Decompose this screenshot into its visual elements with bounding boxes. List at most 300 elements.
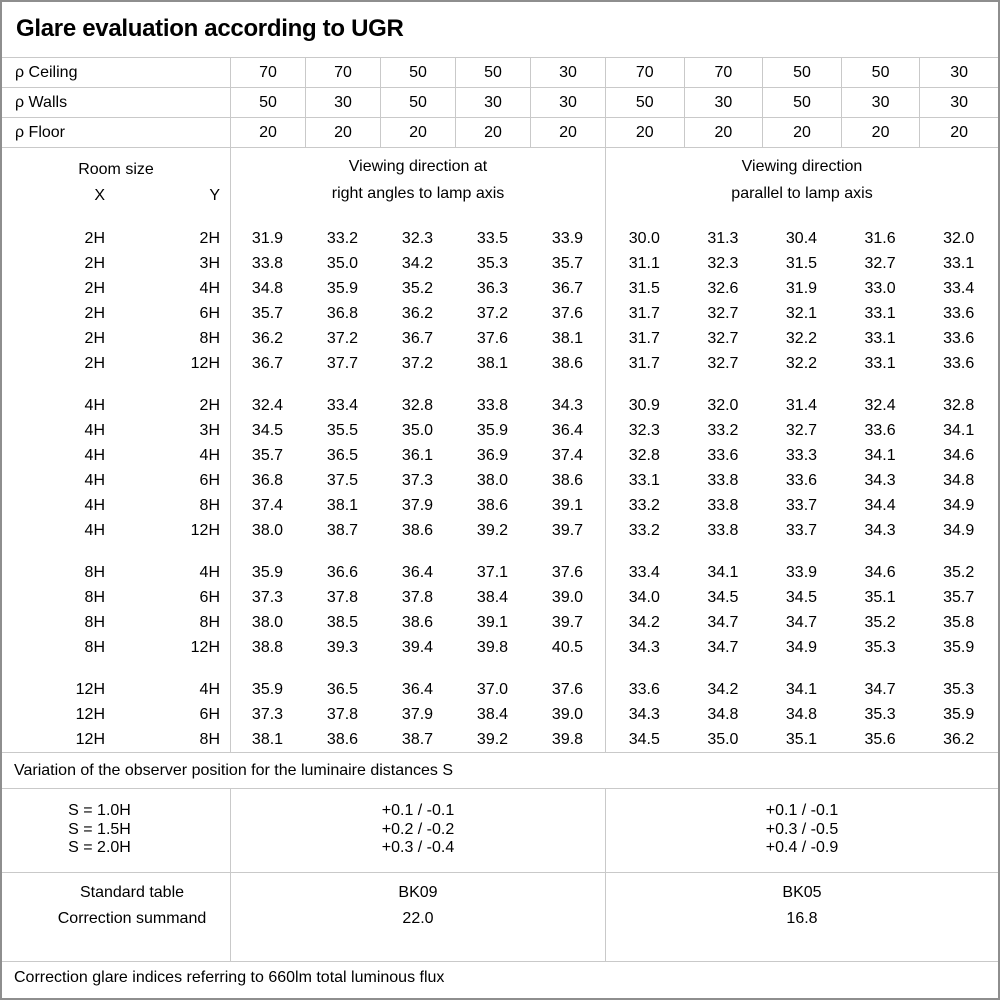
ugr-value-cell: 34.1: [943, 422, 975, 439]
reflectance-cell: 30: [530, 58, 605, 87]
ugr-value-cell: 37.6: [551, 564, 584, 581]
ugr-value-cell: 34.8: [707, 706, 739, 723]
ugr-value-cell: 39.7: [551, 522, 584, 539]
room-x-cell: 12H: [75, 731, 105, 748]
ugr-value-cell: 33.4: [326, 397, 359, 414]
ugr-value-cell: 37.4: [251, 497, 284, 514]
ugr-table-row: [2, 326, 998, 351]
ugr-value-cell: 38.0: [251, 614, 284, 631]
room-y-cell: 8H: [199, 614, 220, 631]
ugr-value-cell: 39.8: [551, 731, 584, 748]
ugr-value-cell: 36.3: [476, 280, 509, 297]
ugr-value-cell: 35.8: [943, 614, 975, 631]
s-values-parallel: [605, 789, 998, 872]
ugr-value-cell: 34.3: [628, 639, 660, 656]
ugr-value-cell: 34.2: [628, 614, 660, 631]
ugr-table-row: [2, 727, 998, 752]
ugr-table-row: [2, 226, 998, 251]
ugr-value-cell: 33.6: [628, 681, 660, 698]
ugr-value-cell: 34.7: [864, 681, 896, 698]
ugr-table-row: [2, 585, 998, 610]
ugr-value-cell: 31.7: [628, 355, 660, 372]
ugr-value-cell: 31.7: [628, 305, 660, 322]
s-distance-labels: [2, 789, 230, 872]
room-y-cell: 6H: [199, 706, 220, 723]
ugr-value-cell: 33.6: [785, 472, 818, 489]
ugr-value-cell: 37.2: [401, 355, 434, 372]
ugr-value-cell: 32.7: [707, 330, 739, 347]
ugr-value-cell: 33.8: [251, 255, 284, 272]
s-value: +0.4 / -0.9: [765, 839, 839, 856]
ugr-value-cell: 33.7: [785, 497, 818, 514]
ugr-value-cell: 32.8: [628, 447, 660, 464]
ugr-value-cell: 32.3: [628, 422, 660, 439]
ugr-value-cell: 33.6: [943, 355, 975, 372]
room-x-cell: 4H: [84, 397, 105, 414]
ugr-value-cell: 31.5: [785, 255, 818, 272]
ugr-table-row: [2, 251, 998, 276]
ugr-value-cell: 32.3: [401, 230, 434, 247]
s-value: +0.1 / -0.1: [381, 802, 455, 819]
ugr-value-cell: 39.7: [551, 614, 584, 631]
ugr-value-cell: 37.9: [401, 497, 434, 514]
ugr-value-cell: 36.8: [326, 305, 359, 322]
room-x-cell: 8H: [84, 639, 105, 656]
reflectance-cell: 50: [841, 58, 920, 87]
ugr-value-cell: 30.4: [785, 230, 818, 247]
observer-variation-section: [2, 789, 998, 873]
room-y-cell: 12H: [190, 639, 220, 656]
room-y-cell: 12H: [190, 522, 220, 539]
room-x-cell: 12H: [75, 706, 105, 723]
room-y-cell: 8H: [199, 497, 220, 514]
ugr-value-cell: 34.5: [251, 422, 284, 439]
room-x-cell: 2H: [84, 255, 105, 272]
ugr-value-cell: 37.1: [476, 564, 509, 581]
ugr-value-cell: 38.4: [476, 706, 509, 723]
ugr-value-cell: 33.1: [628, 472, 660, 489]
reflectance-cell: 50: [380, 88, 455, 117]
room-x-cell: 8H: [84, 589, 105, 606]
room-y-cell: 2H: [199, 397, 220, 414]
ugr-value-cell: 35.9: [251, 681, 284, 698]
reflectance-row: [2, 88, 998, 118]
ugr-value-cell: 38.1: [326, 497, 359, 514]
ugr-value-cell: 33.8: [707, 497, 739, 514]
ugr-value-cell: 33.1: [943, 255, 975, 272]
ugr-value-cell: 32.1: [785, 305, 818, 322]
ugr-value-cell: 38.0: [476, 472, 509, 489]
reflectance-cell: 20: [380, 118, 455, 147]
ugr-value-cell: 37.8: [401, 589, 434, 606]
ugr-value-cell: 33.4: [628, 564, 660, 581]
room-x-cell: 4H: [84, 522, 105, 539]
ugr-value-cell: 35.1: [785, 731, 818, 748]
reflectance-label: ρ Ceiling: [15, 64, 78, 81]
ugr-value-cell: 37.8: [326, 589, 359, 606]
group-header-line: parallel to lamp axis: [731, 185, 873, 202]
group-divider: [605, 223, 606, 752]
reflectance-cell: 20: [230, 118, 305, 147]
room-y-cell: 2H: [199, 230, 220, 247]
ugr-value-cell: 34.4: [864, 497, 896, 514]
ugr-value-cell: 36.5: [326, 447, 359, 464]
room-x-cell: 8H: [84, 564, 105, 581]
correction-summand-label: Correction summand: [57, 910, 207, 927]
ugr-value-cell: 36.1: [401, 447, 434, 464]
ugr-value-cell: 34.9: [785, 639, 818, 656]
ugr-value-cell: 38.4: [476, 589, 509, 606]
room-size-header: [2, 148, 230, 223]
ugr-value-cell: 36.7: [251, 355, 284, 372]
ugr-value-cell: 34.6: [943, 447, 975, 464]
room-y-cell: 4H: [199, 447, 220, 464]
ugr-value-cell: 30.0: [628, 230, 660, 247]
ugr-value-cell: 38.1: [251, 731, 284, 748]
ugr-value-cell: 36.4: [551, 422, 584, 439]
ugr-value-cell: 36.2: [943, 731, 975, 748]
ugr-value-cell: 35.5: [326, 422, 359, 439]
reflectance-cell: 50: [380, 58, 455, 87]
reflectance-cell: 30: [919, 58, 998, 87]
ugr-value-cell: 34.0: [628, 589, 660, 606]
ugr-value-cell: 34.2: [707, 681, 739, 698]
reflectance-row: [2, 58, 998, 88]
y-column-label: Y: [209, 187, 220, 204]
s-label: S = 1.5H: [68, 820, 131, 838]
ugr-value-cell: 36.4: [401, 681, 434, 698]
ugr-value-cell: 34.7: [707, 639, 739, 656]
reflectance-cell: 50: [762, 58, 841, 87]
ugr-value-cell: 32.7: [707, 355, 739, 372]
ugr-value-cell: 34.7: [707, 614, 739, 631]
ugr-value-cell: 31.4: [785, 397, 818, 414]
ugr-value-cell: 36.4: [401, 564, 434, 581]
ugr-value-cell: 35.7: [251, 305, 284, 322]
ugr-value-cell: 34.5: [707, 589, 739, 606]
ugr-table-row: [2, 418, 998, 443]
ugr-value-cell: 36.2: [401, 305, 434, 322]
ugr-value-cell: 32.7: [864, 255, 896, 272]
room-y-cell: 8H: [199, 330, 220, 347]
ugr-value-cell: 35.6: [864, 731, 896, 748]
ugr-value-cell: 32.8: [401, 397, 434, 414]
ugr-value-cell: 33.2: [326, 230, 359, 247]
reflectance-cell: 50: [605, 88, 684, 117]
ugr-table-row: [2, 443, 998, 468]
ugr-value-cell: 32.4: [864, 397, 896, 414]
ugr-value-cell: 37.2: [326, 330, 359, 347]
ugr-value-cell: 35.2: [864, 614, 896, 631]
ugr-value-cell: 34.1: [707, 564, 739, 581]
ugr-value-cell: 37.0: [476, 681, 509, 698]
ugr-value-cell: 37.8: [326, 706, 359, 723]
ugr-value-cell: 37.2: [476, 305, 509, 322]
room-size-label: Room size: [78, 161, 154, 178]
ugr-value-cell: 37.6: [476, 330, 509, 347]
ugr-value-cell: 33.1: [864, 355, 896, 372]
ugr-value-cell: 34.3: [551, 397, 584, 414]
ugr-table-row: [2, 493, 998, 518]
ugr-value-cell: 33.1: [864, 305, 896, 322]
ugr-value-cell: 33.9: [551, 230, 584, 247]
room-x-cell: 8H: [84, 614, 105, 631]
variation-note: Variation of the observer position for the luminaire distances S: [2, 753, 998, 789]
ugr-value-cell: 35.9: [943, 639, 975, 656]
ugr-value-cell: 32.0: [707, 397, 739, 414]
reflectance-cell: 70: [305, 58, 380, 87]
ugr-value-cell: 37.3: [251, 706, 284, 723]
s-label: S = 1.0H: [68, 802, 131, 819]
ugr-value-cell: 34.8: [785, 706, 818, 723]
ugr-value-cell: 30.9: [628, 397, 660, 414]
group-header-line: right angles to lamp axis: [331, 185, 505, 202]
ugr-value-cell: 34.1: [864, 447, 896, 464]
ugr-value-cell: 38.5: [326, 614, 359, 631]
ugr-value-cell: 39.4: [401, 639, 434, 656]
s-value: +0.3 / -0.4: [381, 839, 455, 856]
s-label: S = 2.0H: [68, 839, 131, 856]
room-y-cell: 6H: [199, 472, 220, 489]
ugr-value-cell: 34.7: [785, 614, 818, 631]
ugr-value-cell: 32.7: [707, 305, 739, 322]
ugr-value-cell: 36.8: [251, 472, 284, 489]
ugr-value-cell: 33.1: [864, 330, 896, 347]
room-y-cell: 3H: [199, 255, 220, 272]
label-data-divider: [230, 223, 231, 752]
ugr-value-cell: 35.7: [943, 589, 975, 606]
reflectance-cell: 20: [762, 118, 841, 147]
ugr-value-cell: 34.3: [864, 522, 896, 539]
standard-table-value: BK05: [782, 884, 822, 901]
ugr-value-cell: 38.6: [401, 614, 434, 631]
reflectance-cell: 20: [305, 118, 380, 147]
ugr-value-cell: 33.8: [707, 522, 739, 539]
reflectance-cell: 70: [230, 58, 305, 87]
room-size-block: [2, 226, 998, 376]
ugr-value-cell: 38.6: [476, 497, 509, 514]
ugr-value-cell: 32.2: [785, 355, 818, 372]
ugr-value-cell: 34.8: [251, 280, 284, 297]
ugr-value-cell: 33.0: [864, 280, 896, 297]
ugr-value-cell: 31.1: [628, 255, 660, 272]
ugr-value-cell: 34.3: [628, 706, 660, 723]
ugr-value-cell: 32.0: [943, 230, 975, 247]
ugr-table-row: [2, 518, 998, 543]
room-x-cell: 2H: [84, 355, 105, 372]
ugr-value-cell: 37.3: [251, 589, 284, 606]
room-x-cell: 4H: [84, 497, 105, 514]
reflectance-cell: 30: [684, 88, 763, 117]
reflectance-cell: 50: [455, 58, 530, 87]
ugr-table-row: [2, 635, 998, 660]
ugr-value-cell: 38.7: [326, 522, 359, 539]
ugr-value-cell: 31.7: [628, 330, 660, 347]
s-values-right-angles: [230, 789, 605, 872]
s-value: +0.3 / -0.5: [765, 820, 839, 838]
reflectance-cell: 50: [230, 88, 305, 117]
ugr-value-cell: 39.1: [476, 614, 509, 631]
ugr-table-row: [2, 301, 998, 326]
ugr-value-cell: 33.8: [476, 397, 509, 414]
ugr-value-cell: 31.5: [628, 280, 660, 297]
group-header-parallel: [605, 148, 998, 223]
ugr-value-cell: 35.0: [326, 255, 359, 272]
reflectance-cell: 30: [841, 88, 920, 117]
ugr-value-cell: 34.8: [943, 472, 975, 489]
room-x-cell: 2H: [84, 280, 105, 297]
ugr-value-cell: 38.1: [476, 355, 509, 372]
reflectance-label: ρ Floor: [15, 124, 65, 141]
ugr-value-cell: 35.3: [864, 706, 896, 723]
ugr-table-row: [2, 351, 998, 376]
ugr-value-cell: 34.5: [785, 589, 818, 606]
reflectance-cell: 30: [305, 88, 380, 117]
ugr-value-cell: 39.1: [551, 497, 584, 514]
room-x-cell: 4H: [84, 422, 105, 439]
room-x-cell: 4H: [84, 472, 105, 489]
reflectance-cell: 30: [455, 88, 530, 117]
ugr-value-cell: 31.9: [785, 280, 818, 297]
room-y-cell: 4H: [199, 280, 220, 297]
ugr-value-cell: 36.7: [401, 330, 434, 347]
group-header-line: Viewing direction at: [348, 158, 488, 175]
room-size-block: [2, 677, 998, 752]
reflectance-rows: [2, 58, 998, 148]
ugr-value-cell: 38.1: [551, 330, 584, 347]
reflectance-cell: 20: [919, 118, 998, 147]
ugr-value-cell: 32.2: [785, 330, 818, 347]
ugr-value-cell: 39.2: [476, 522, 509, 539]
ugr-value-cell: 38.6: [551, 355, 584, 372]
ugr-value-cell: 35.3: [476, 255, 509, 272]
ugr-value-cell: 38.7: [401, 731, 434, 748]
reflectance-cell: 70: [605, 58, 684, 87]
ugr-value-cell: 34.3: [864, 472, 896, 489]
ugr-value-cell: 35.3: [864, 639, 896, 656]
ugr-value-cell: 33.6: [864, 422, 896, 439]
ugr-value-cell: 31.9: [251, 230, 284, 247]
ugr-value-cell: 34.5: [628, 731, 660, 748]
ugr-value-cell: 40.5: [551, 639, 584, 656]
reflectance-cell: 30: [919, 88, 998, 117]
ugr-value-cell: 37.6: [551, 681, 584, 698]
ugr-value-cell: 32.6: [707, 280, 739, 297]
xy-labels: [2, 183, 230, 209]
ugr-value-cell: 35.7: [551, 255, 584, 272]
ugr-value-cell: 35.9: [251, 564, 284, 581]
ugr-value-cell: 33.5: [476, 230, 509, 247]
ugr-value-cell: 38.6: [551, 472, 584, 489]
ugr-value-cell: 35.2: [401, 280, 434, 297]
ugr-value-cell: 37.9: [401, 706, 434, 723]
ugr-value-cell: 35.7: [251, 447, 284, 464]
reflectance-cell: 20: [605, 118, 684, 147]
ugr-value-cell: 39.8: [476, 639, 509, 656]
ugr-table-row: [2, 677, 998, 702]
ugr-value-cell: 33.2: [628, 522, 660, 539]
ugr-value-cell: 33.7: [785, 522, 818, 539]
ugr-table-row: [2, 610, 998, 635]
ugr-value-cell: 34.9: [943, 497, 975, 514]
room-x-cell: 2H: [84, 230, 105, 247]
ugr-value-cell: 32.8: [943, 397, 975, 414]
ugr-value-cell: 34.1: [785, 681, 818, 698]
standard-section-labels: [2, 873, 230, 961]
ugr-value-cell: 38.6: [401, 522, 434, 539]
ugr-value-cell: 39.0: [551, 706, 584, 723]
ugr-value-cell: 31.3: [707, 230, 739, 247]
room-y-cell: 3H: [199, 422, 220, 439]
page-title: Glare evaluation according to UGR: [2, 2, 998, 58]
ugr-value-cell: 35.0: [401, 422, 434, 439]
room-size-block: [2, 393, 998, 543]
ugr-value-cell: 37.3: [401, 472, 434, 489]
ugr-value-cell: 36.5: [326, 681, 359, 698]
ugr-value-cell: 35.1: [864, 589, 896, 606]
ugr-table-row: [2, 276, 998, 301]
standard-table-section: [2, 873, 998, 962]
column-header-row: [2, 148, 998, 223]
ugr-table-row: [2, 468, 998, 493]
ugr-value-cell: 38.0: [251, 522, 284, 539]
ugr-value-cell: 31.6: [864, 230, 896, 247]
s-value: +0.2 / -0.2: [381, 820, 455, 838]
room-x-cell: 4H: [84, 447, 105, 464]
ugr-value-cell: 32.3: [707, 255, 739, 272]
correction-summand-value: 22.0: [402, 910, 434, 927]
reflectance-row: [2, 118, 998, 148]
room-size-block: [2, 560, 998, 660]
ugr-value-cell: 38.6: [326, 731, 359, 748]
room-y-cell: 12H: [190, 355, 220, 372]
reflectance-cell: 50: [762, 88, 841, 117]
room-y-cell: 4H: [199, 564, 220, 581]
correction-summand-value: 16.8: [786, 910, 818, 927]
group-header-line: Viewing direction: [741, 158, 863, 175]
ugr-value-cell: 33.9: [785, 564, 818, 581]
ugr-value-cell: 33.2: [707, 422, 739, 439]
room-y-cell: 6H: [199, 589, 220, 606]
s-value: +0.1 / -0.1: [765, 802, 839, 819]
room-y-cell: 4H: [199, 681, 220, 698]
ugr-value-cell: 33.4: [943, 280, 975, 297]
ugr-value-cell: 38.8: [251, 639, 284, 656]
ugr-value-cell: 36.9: [476, 447, 509, 464]
ugr-value-cell: 34.6: [864, 564, 896, 581]
standard-values-right-angles: [230, 873, 605, 961]
ugr-value-cell: 35.3: [943, 681, 975, 698]
ugr-table-row: [2, 393, 998, 418]
room-y-cell: 8H: [199, 731, 220, 748]
footer-note: Correction glare indices referring to 660lm total luminous flux: [14, 969, 445, 986]
standard-table-label: Standard table: [79, 884, 185, 901]
ugr-value-cell: 32.7: [785, 422, 818, 439]
ugr-value-cell: 36.7: [551, 280, 584, 297]
group-header-right-angles: [230, 148, 605, 223]
ugr-value-cell: 35.0: [707, 731, 739, 748]
ugr-value-cell: 33.8: [707, 472, 739, 489]
reflectance-cell: 30: [530, 88, 605, 117]
ugr-value-cell: 35.9: [326, 280, 359, 297]
ugr-value-cell: 35.2: [943, 564, 975, 581]
ugr-value-cell: 37.5: [326, 472, 359, 489]
ugr-value-cell: 37.4: [551, 447, 584, 464]
ugr-value-cell: 36.6: [326, 564, 359, 581]
ugr-value-cell: 33.2: [628, 497, 660, 514]
ugr-value-cell: 35.9: [476, 422, 509, 439]
ugr-value-cell: 34.9: [943, 522, 975, 539]
